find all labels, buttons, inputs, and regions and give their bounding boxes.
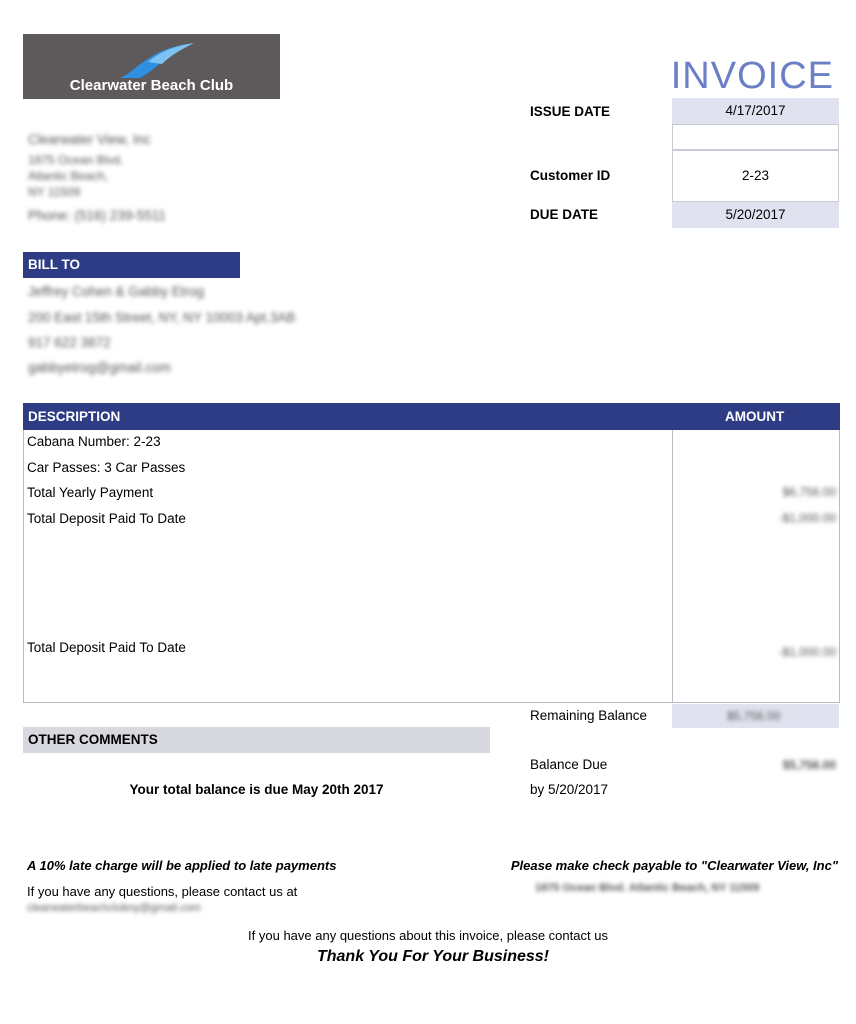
row-deposit-amount: -$1,000.00	[778, 511, 836, 525]
blank-field	[672, 124, 839, 150]
row-cabana-description: Cabana Number: 2-23	[27, 434, 161, 449]
row-deposit-description: Total Deposit Paid To Date	[27, 511, 186, 526]
company-name: Clearwater View, Inc	[28, 132, 151, 147]
logo-text: Clearwater Beach Club	[69, 77, 234, 94]
company-phone: Phone: (516) 239-5511	[28, 208, 166, 223]
description-header: DESCRIPTION	[28, 409, 121, 424]
balance-due-date: by 5/20/2017	[530, 782, 609, 797]
amount-header: AMOUNT	[725, 409, 785, 424]
company-address-2: Atlantic Beach,	[28, 169, 109, 183]
payable-address: 1875 Ocean Blvd. Atlantic Beach, NY 11509	[535, 882, 760, 894]
customer-id-label: Customer ID	[530, 168, 611, 183]
invoice-title: INVOICE	[670, 55, 834, 97]
due-date-label: DUE DATE	[530, 207, 599, 222]
balance-due-value: $5,756.00	[782, 758, 836, 772]
remaining-balance-label: Remaining Balance	[530, 708, 648, 723]
customer-id-value: 2-23	[672, 150, 839, 202]
issue-date-value: 4/17/2017	[672, 98, 839, 124]
due-date-value: 5/20/2017	[672, 202, 839, 228]
company-address-1: 1875 Ocean Blvd.	[28, 153, 124, 167]
remaining-balance-value: $5,756.00	[727, 709, 781, 723]
contact-email: clearwaterbeachclubny@gmail.com	[27, 902, 201, 914]
payable-notice: Please make check payable to "Clearwater View, Inc"	[510, 858, 838, 873]
remaining-balance-cell	[672, 704, 839, 728]
row-deposit-2-amount: -$1,000.00	[778, 645, 836, 659]
bill-to-header: BILL TO	[23, 252, 240, 278]
late-charge-notice: A 10% late charge will be applied to late payments	[27, 858, 337, 873]
table-header	[23, 403, 840, 430]
row-yearly-payment-description: Total Yearly Payment	[27, 485, 154, 500]
bill-to-phone: 917 622 3872	[28, 335, 111, 350]
bill-to-email: gabbyetrog@gmail.com	[28, 360, 171, 375]
questions-text: If you have any questions, please contact us at	[27, 884, 298, 899]
column-divider	[672, 430, 673, 703]
company-address-3: NY 11509	[28, 185, 81, 199]
balance-due-label: Balance Due	[530, 757, 608, 772]
issue-date-label: ISSUE DATE	[530, 104, 611, 119]
bill-to-address: 200 East 15th Street, NY, NY 10003 Apt.3AB	[28, 310, 296, 325]
company-logo	[23, 34, 280, 99]
invoice-questions-text: If you have any questions about this invoice, please contact us	[248, 928, 608, 943]
other-comments-header: OTHER COMMENTS	[23, 727, 490, 753]
comments-text: Your total balance is due May 20th 2017	[129, 782, 384, 797]
wave-logo-icon	[118, 40, 198, 80]
thank-you-text: Thank You For Your Business!	[316, 948, 550, 965]
row-yearly-payment-amount: $6,756.00	[782, 485, 836, 499]
row-deposit-2-description: Total Deposit Paid To Date	[27, 640, 186, 655]
row-car-passes-description: Car Passes: 3 Car Passes	[27, 460, 186, 475]
bill-to-name: Jeffrey Cohen & Gabby Etrog	[28, 284, 205, 299]
